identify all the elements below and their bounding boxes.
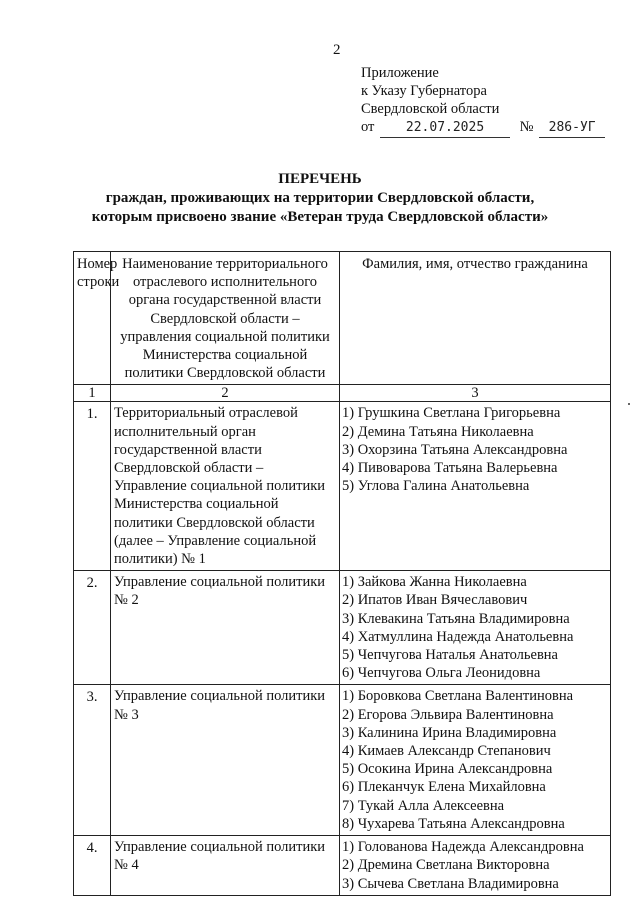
persons-list (340, 836, 611, 896)
person-entry: 3) Клевакина Татьяна Владимировна (342, 610, 570, 627)
document-title (0, 170, 640, 227)
person-entry: 7) Тукай Алла Алексеевна (342, 797, 505, 814)
person-entry: 2) Егорова Эльвира Валентиновна (342, 706, 554, 723)
table-row (74, 571, 611, 685)
person-entry: 4) Пивоварова Татьяна Валерьевна (342, 460, 558, 477)
person-entry: 6) Чепчугова Ольга Леонидовна (342, 665, 541, 682)
person-entry: 4) Хатмуллина Надежда Анатольевна (342, 628, 574, 645)
header-number: Номер строки (74, 252, 111, 385)
person-entry: 8) Чухарева Татьяна Александровна (342, 815, 565, 832)
column-number: 3 (340, 385, 611, 402)
table-row (74, 685, 611, 836)
header-full-name: Фамилия, имя, отчество гражданина (340, 252, 611, 385)
organization-name: Управление социальной политики № 2 (111, 571, 340, 685)
table-row (74, 402, 611, 571)
person-entry: 3) Сычева Светлана Владимировна (342, 875, 559, 892)
table-row (74, 836, 611, 896)
appendix-line-2: к Указу Губернатора (361, 83, 487, 99)
title-line-2: граждан, проживающих на территории Свердловской области, (105, 190, 535, 206)
appendix-line-3: Свердловской области (361, 101, 500, 117)
date-prefix: от (361, 119, 375, 135)
number-prefix: № (519, 119, 534, 135)
person-entry: 2) Дремина Светлана Викторовна (342, 857, 550, 874)
title-line-3: которым присвоено звание «Ветеран труда Свердловской области» (91, 209, 549, 225)
organization-name: Управление социальной политики № 4 (111, 836, 340, 896)
person-entry: 3) Охорзина Татьяна Александровна (342, 441, 568, 458)
decree-date: 22.07.2025 (380, 119, 510, 138)
scan-speck (628, 403, 630, 405)
person-entry: 2) Демина Татьяна Николаевна (342, 423, 534, 440)
row-number: 3. (74, 685, 111, 836)
person-entry: 2) Ипатов Иван Вячеславович (342, 592, 528, 609)
organization-name: Территориальный отраслевой исполнительный орган государственной власти Свердловской области – Управление социальной политики Министерства социальной политики Свердловской области (далее – Управление социальной политики) № 1 (111, 402, 340, 571)
decree-number: 286-УГ (539, 119, 605, 138)
person-entry: 1) Боровкова Светлана Валентиновна (342, 688, 574, 705)
column-number: 1 (74, 385, 111, 402)
row-number: 1. (74, 402, 111, 571)
person-entry: 6) Плеканчук Елена Михайловна (342, 779, 546, 796)
persons-list (340, 402, 611, 571)
row-number: 2. (74, 571, 111, 685)
table-header-row (74, 252, 611, 385)
column-number: 2 (111, 385, 340, 402)
person-entry: 4) Кимаев Александр Степанович (342, 743, 551, 760)
appendix-block (361, 64, 605, 138)
title-line-1: ПЕРЕЧЕНЬ (278, 171, 362, 187)
row-number: 4. (74, 836, 111, 896)
person-entry: 5) Чепчугова Наталья Анатольевна (342, 647, 558, 664)
organization-name: Управление социальной политики № 3 (111, 685, 340, 836)
persons-list (340, 571, 611, 685)
person-entry: 5) Осокина Ирина Александровна (342, 761, 553, 778)
page-number: 2 (333, 42, 341, 58)
person-entry: 3) Калинина Ирина Владимировна (342, 724, 557, 741)
header-organization: Наименование территориального отраслевого исполнительного органа государственной власти Свердловской области – управления социальной политики Министерства социальной политики Свердловской области (111, 252, 340, 385)
person-entry: 5) Углова Галина Анатольевна (342, 478, 530, 495)
appendix-line-1: Приложение (361, 65, 439, 81)
person-entry: 1) Голованова Надежда Александровна (342, 839, 584, 856)
column-number-row (74, 385, 611, 402)
person-entry: 1) Грушкина Светлана Григорьевна (342, 405, 561, 422)
persons-list (340, 685, 611, 836)
appendix-date-line (361, 118, 605, 138)
person-entry: 1) Зайкова Жанна Николаевна (342, 574, 527, 591)
veterans-table (73, 251, 611, 896)
